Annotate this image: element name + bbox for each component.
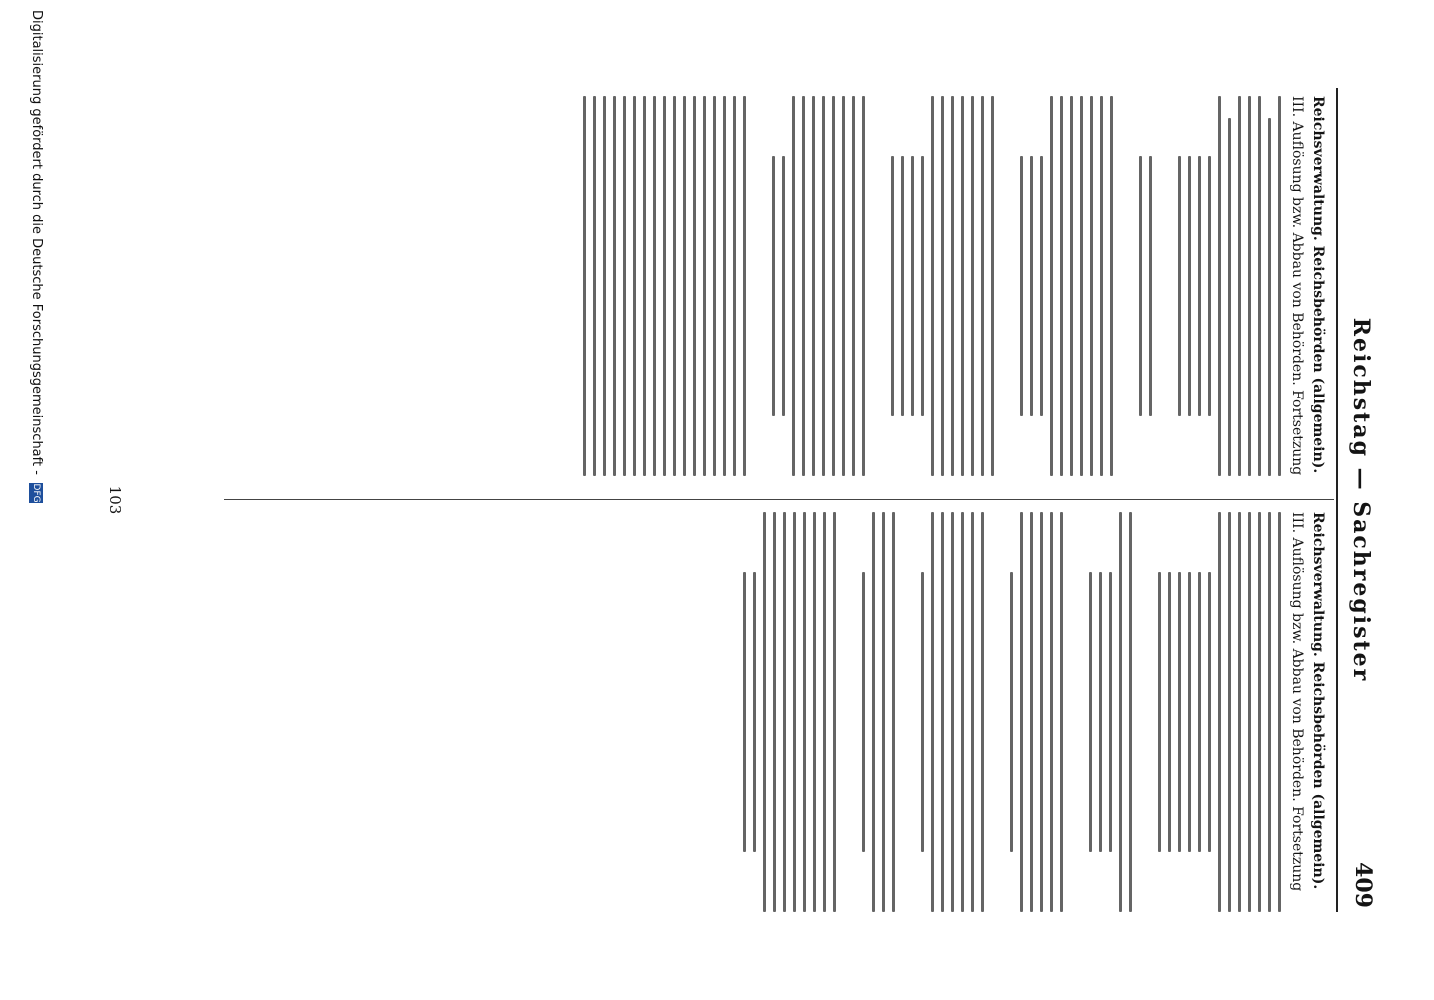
dfg-logo-icon: DFG — [31, 483, 42, 503]
digitization-note — [29, 0, 44, 1000]
left-column — [576, 96, 1326, 476]
page-number: 409 — [1350, 862, 1376, 908]
right-column-text — [743, 512, 1281, 912]
column-rule — [224, 499, 1334, 500]
page-bottom-number: 103 — [106, 485, 124, 515]
right-column — [736, 512, 1326, 912]
left-column-heading: Reichsverwaltung. Reichsbehörden (allgemein). — [1310, 96, 1326, 474]
right-column-subheading: III. Auflösung bzw. Abbau von Behörden. Fortsetzung — [1289, 512, 1305, 892]
header-rule — [1336, 88, 1338, 912]
running-head: Reichstag — Sachregister — [1348, 317, 1374, 683]
digitization-note-text: Digitalisierung gefördert durch die Deutsche Forschungsgemeinschaft - — [29, 10, 44, 475]
right-column-heading: Reichsverwaltung. Reichsbehörden (allgemein). — [1310, 512, 1326, 890]
left-column-subheading: III. Auflösung bzw. Abbau von Behörden. Fortsetzung — [1289, 96, 1305, 476]
left-column-text — [583, 96, 1281, 476]
